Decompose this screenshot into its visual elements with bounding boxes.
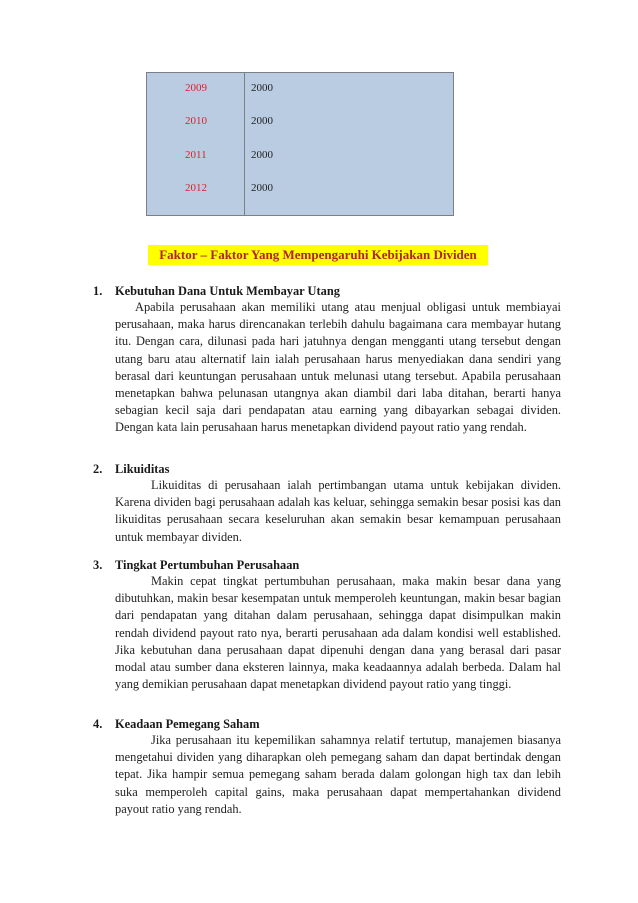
table-cell-value: 2000 [251,115,273,127]
section-heading: Faktor – Faktor Yang Mempengaruhi Kebijakan Dividen [148,245,488,265]
section-title-text: Kebutuhan Dana Untuk Membayar Utang [115,284,340,298]
section-number: 4. [93,717,103,731]
list-item-section-4 [93,716,561,818]
section-body: Likuiditas di perusahaan ialah pertimbangan utama untuk kebijakan dividen. Karena dividen bagi perusahaan adalah kas keluar, sehingga semakin besar posisi kas dan likuiditas perusahaan secara keseluruhan akan semakin besar kemampuan perusahaan untuk membayar dividen. [115,478,561,544]
table-column-divider [244,73,245,215]
section-body: Jika perusahaan itu kepemilikan sahamnya relatif tertutup, manajemen biasanya mengetahui dividen yang diharapkan oleh pemegang saham dan dapat bertindak dengan tepat. Jika hampir semua pemegang saham berada dalam golongan high tax dan lebih suka memperoleh capital gains, maka perusahaan dapat mempertahankan dividend payout ratio yang rendah. [115,733,561,816]
table-cell-year: 2010 [185,115,207,127]
section-body: Apabila perusahaan akan memiliki utang atau menjual obligasi untuk membiayai perusahaan, maka harus direncanakan terlebih dahulu bagaimana cara membayar hutang itu. Dengan cara, dilunasi pada hari jatuhnya dengan mengganti utang tersebut dengan utang baru atau alternatif lain ialah perusahaan harus menyediakan dana sendiri yang berasal dari keuntungan perusahaan untuk melunasi utang tersebut. Apabila perusahaan menetapkan bahwa pelunasan utangnya akan diambil dari laba ditahan, berarti hanya sebagian kecil saja dari pendapatan atau earning yang dibayarkan sebagai dividen. Dengan kata lain perusahaan harus menetapkan dividend payout ratio yang rendah. [115,300,561,435]
list-item-section-3 [93,557,561,693]
section-title [93,461,561,477]
section-title [93,557,561,573]
dividend-table [146,72,454,216]
section-title-text: Tingkat Pertumbuhan Perusahaan [115,558,300,572]
section-body: Makin cepat tingkat pertumbuhan perusahaan, maka makin besar dana yang dibutuhkan, makin besar kesempatan untuk memperoleh keuntungan, makin besar bagian dari pendapatan yang ditahan dalam perusahaan, sehingga dapat disimpulkan makin rendah dividend payout rato nya, berarti perusahaan ada dalam kondisi well established. Jika kebutuhan dana perusahaan dapat dipenuhi dengan dana yang berasal dari pasar modal atau sumber dana eksteren lainnya, maka keadaannya adalah berbeda. Dalam hal yang demikian perusahaan dapat menetapkan dividend payout ratio yang tinggi. [115,574,561,692]
list-item-section-1 [93,283,561,437]
section-title [93,283,561,299]
section-number: 3. [93,558,103,572]
table-cell-value: 2000 [251,82,273,94]
section-title-text: Likuiditas [115,462,170,476]
table-cell-value: 2000 [251,149,273,161]
section-number: 2. [93,462,103,476]
section-title-text: Keadaan Pemegang Saham [115,717,260,731]
list-item-section-2 [93,461,561,546]
section-number: 1. [93,284,103,298]
table-cell-year: 2011 [185,149,207,161]
table-cell-year: 2009 [185,82,207,94]
table-cell-year: 2012 [185,182,207,194]
section-title [93,716,561,732]
table-cell-value: 2000 [251,182,273,194]
